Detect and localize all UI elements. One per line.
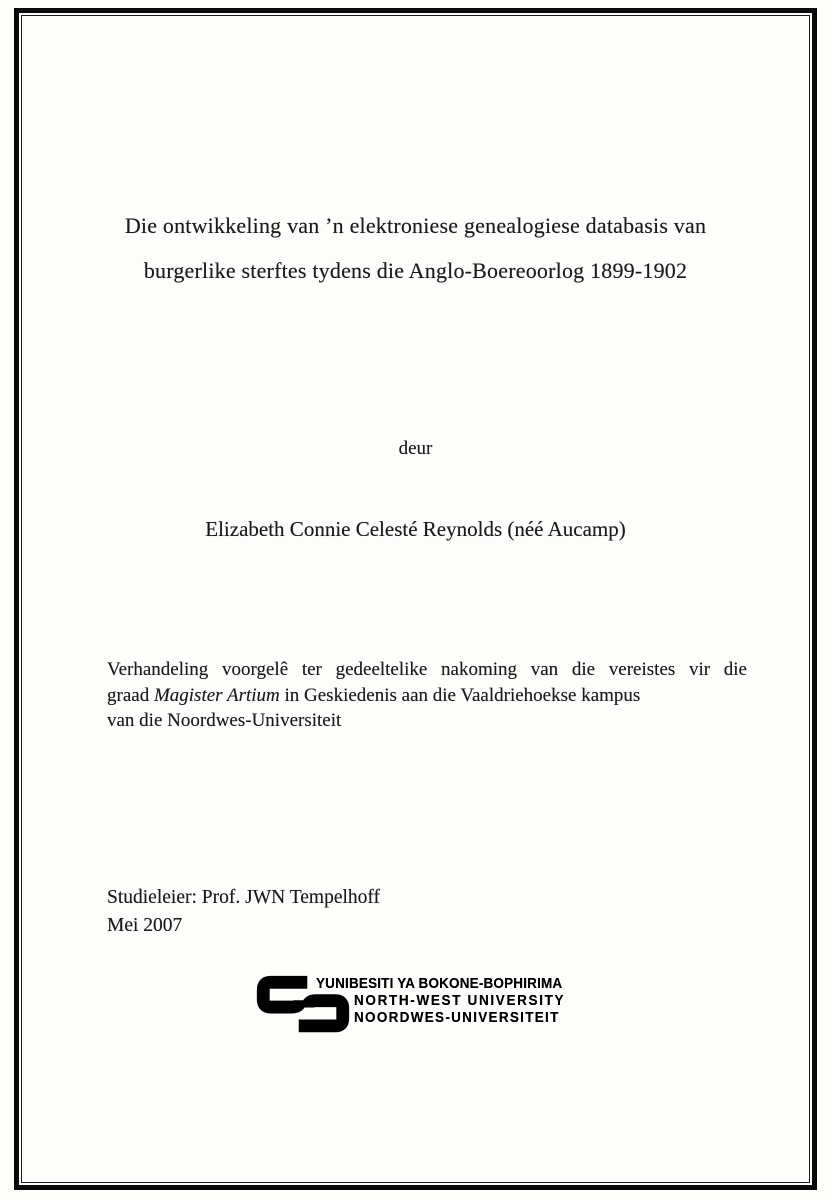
degree-name-italic: Magister Artium bbox=[153, 684, 280, 706]
supervisor-line: Studieleier: Prof. JWN Tempelhoff bbox=[107, 887, 381, 908]
logo-text-setswana: YUNIBESITI YA BOKONE-BOPHIRIMA bbox=[316, 976, 563, 992]
logo-text-english: NORTH-WEST UNIVERSITY bbox=[354, 993, 566, 1009]
university-logo bbox=[256, 971, 596, 1053]
logo-text-afrikaans: NOORDWES-UNIVERSITEIT bbox=[354, 1010, 560, 1026]
date-line: Mei 2007 bbox=[107, 914, 183, 936]
statement-line-1: Verhandeling voorgelê ter gedeeltelike nakoming van die vereistes vir die bbox=[107, 659, 747, 680]
statement-line-2 bbox=[107, 683, 747, 709]
statement-line-2-post: in Geskiedenis aan die Vaaldriehoekse kampus bbox=[279, 684, 641, 706]
title-line-2: burgerlike sterftes tydens die Anglo-Boereoorlog 1899-1902 bbox=[143, 258, 688, 283]
supervisor-block bbox=[107, 884, 380, 939]
author-name: Elizabeth Connie Celesté Reynolds (néé Aucamp) bbox=[205, 517, 626, 541]
statement-line-2-pre: graad bbox=[107, 684, 154, 706]
byline-deur: deur bbox=[398, 438, 433, 459]
statement-line-3: van die Noordwes-Universiteit bbox=[107, 710, 342, 731]
thesis-title bbox=[60, 203, 771, 293]
title-line-1: Die ontwikkeling van ’n elektroniese genealogiese databasis van bbox=[124, 213, 707, 238]
submission-statement bbox=[107, 657, 747, 734]
